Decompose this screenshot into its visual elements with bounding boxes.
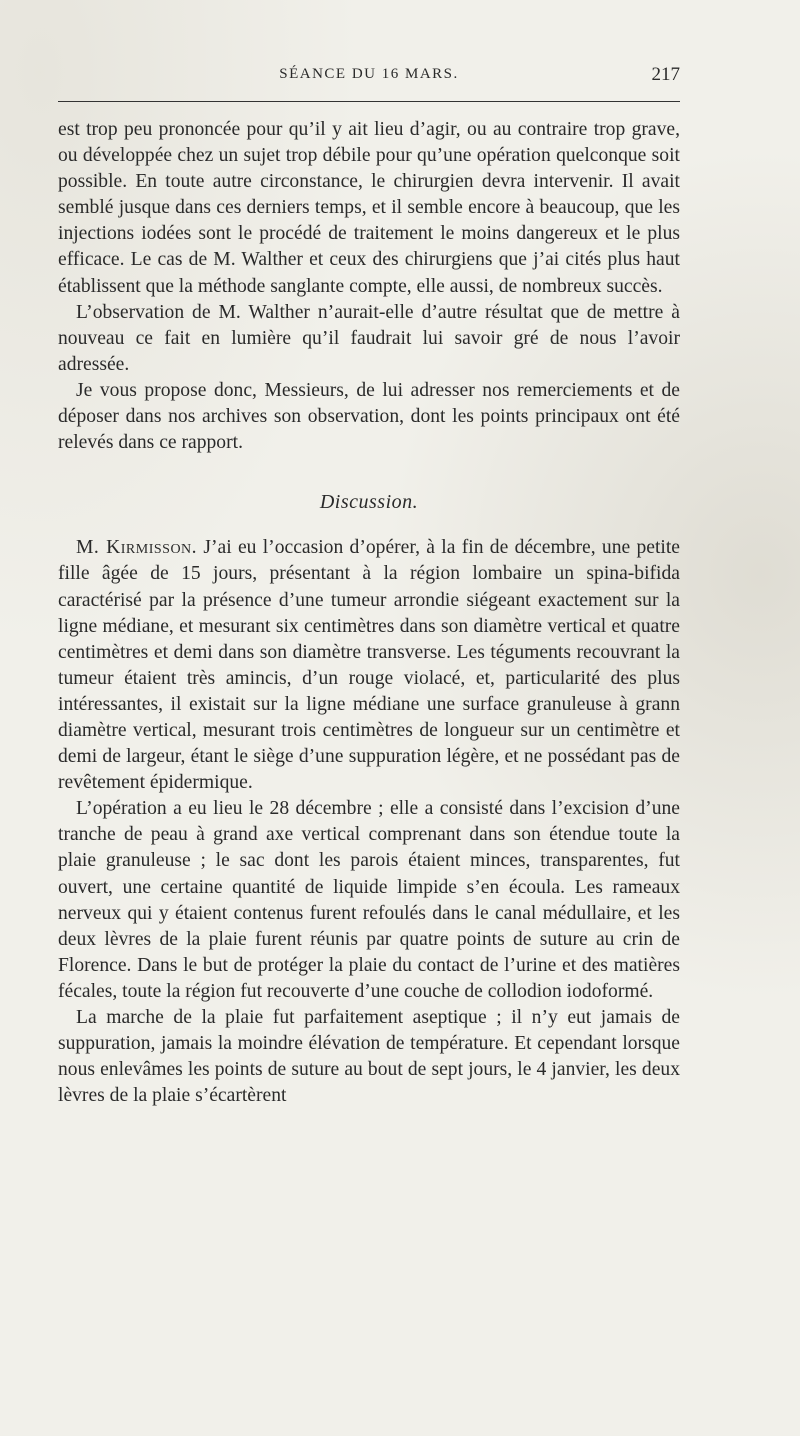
paragraph-text: J’ai eu l’occasion d’opérer, à la fin de décembre, une petite fille âgée de 15 jours, présentant à la région lombaire un spina-bifida caractérisé par la présence d’une tumeur arrondie siégeant exactement sur la ligne médiane, et mesurant six centimètres dans son diamètre vertical et quatre centimètres et demi dans son diamètre transverse. Les téguments recouvrant la tumeur étaient très amincis, d’un rouge violacé, et, particularité des plus intéressantes, il existait sur la ligne médiane une surface granuleuse à grann diamètre vertical, mesurant trois centimètres de longueur sur un centimètre et demi de largeur, étant le siège d’une suppuration légère, et ne possédant pas de revêtement épidermique. [58, 537, 681, 794]
body-text [58, 117, 680, 1109]
header-rule [58, 101, 680, 102]
paragraph: est trop peu prononcée pour qu’il y ait lieu d’agir, ou au contraire trop grave, ou développée chez un sujet trop débile pour qu’une opération quelconque soit possible. En toute autre circonstance, le chirurgien devra intervenir. Il avait semblé jusque dans ces derniers temps, et il semble encore à beaucoup, que les injections iodées sont le procédé de traitement le moins dangereux et le plus efficace. Le cas de M. Walther et ceux des chirurgiens que j’ai cités plus haut établissent que la méthode sanglante compte, elle aussi, de nombreux succès. [58, 119, 680, 297]
paragraph: L’observation de M. Walther n’aurait-elle d’autre résultat que de mettre à nouveau ce fait en lumière qu’il faudrait lui savoir gré de nous l’avoir adressée. [58, 301, 680, 375]
section-title: Discussion. [319, 491, 419, 514]
running-title: SÉANCE DU 16 MARS. [279, 66, 459, 82]
paragraph [58, 535, 680, 796]
speaker-name: M. Kirmisson. [76, 537, 198, 559]
paragraph: Je vous propose donc, Messieurs, de lui adresser nos remerciements et de déposer dans nos archives son observation, dont les points principaux ont été relevés dans ce rapport. [58, 379, 680, 454]
page-number: 217 [651, 64, 680, 85]
running-head [58, 66, 680, 90]
paragraph: L’opération a eu lieu le 28 décembre ; elle a consisté dans l’excision d’une tranche de peau à grand axe vertical comprenant dans son étendue toute la plaie granuleuse ; le sac dont les parois étaient minces, transparentes, fut ouvert, une certaine quantité de liquide limpide s’en écoula. Les rameaux nerveux qui y étaient contenus furent refoulés dans le canal médullaire, et les deux lèvres de la plaie furent réunis par quatre points de suture au crin de Florence. Dans le but de protéger la plaie du contact de l’urine et des matières fécales, toute la région fut recouverte d’une couche de collodion iodoformé. [58, 798, 680, 1002]
paragraph: La marche de la plaie fut parfaitement aseptique ; il n’y eut jamais de suppuration, jamais la moindre élévation de température. Et cependant lorsque nous enlevâmes les points de suture au bout de sept jours, le 4 janvier, les deux lèvres de la plaie s’écartèrent [58, 1007, 680, 1107]
